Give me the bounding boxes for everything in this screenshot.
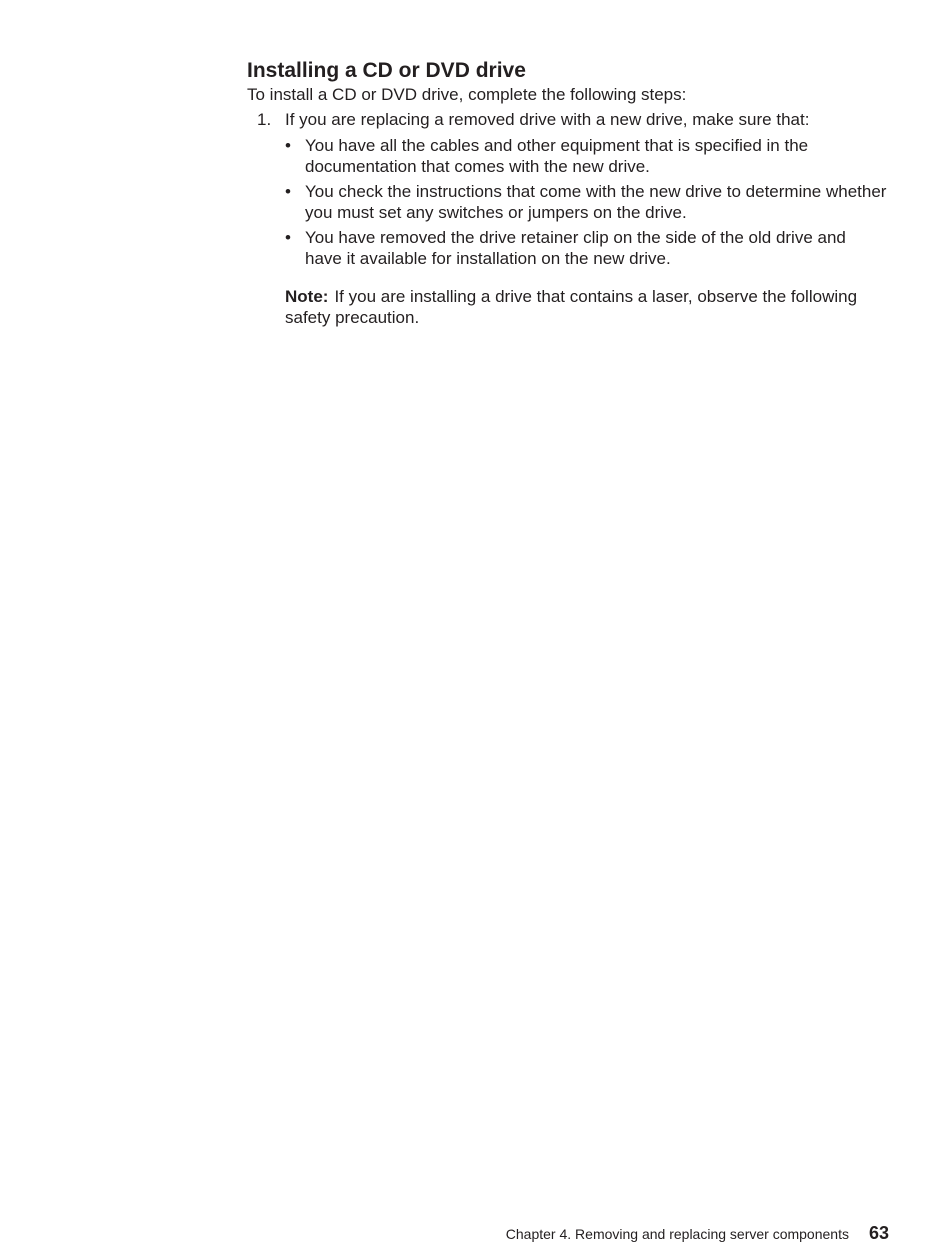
list-item bbox=[285, 227, 887, 269]
bullet-icon: • bbox=[285, 182, 291, 201]
bullet-icon: • bbox=[285, 228, 291, 247]
note bbox=[285, 286, 887, 328]
list-item bbox=[285, 135, 887, 177]
bullet-text: You have removed the drive retainer clip on the side of the old drive and have it available for installation on the new drive. bbox=[305, 228, 846, 268]
step-text: If you are replacing a removed drive with a new drive, make sure that: bbox=[285, 110, 810, 129]
page-content bbox=[247, 58, 887, 328]
bullet-text: You have all the cables and other equipment that is specified in the documentation that comes with the new drive. bbox=[305, 136, 809, 176]
intro-text: To install a CD or DVD drive, complete the following steps: bbox=[247, 85, 687, 104]
bullet-icon: • bbox=[285, 136, 291, 155]
note-label: Note: bbox=[285, 287, 329, 306]
list-item bbox=[285, 181, 887, 223]
footer-chapter-title: Chapter 4. Removing and replacing server components bbox=[505, 1226, 849, 1242]
page-footer bbox=[506, 1223, 889, 1244]
step-number: 1. bbox=[257, 110, 272, 129]
step-1 bbox=[247, 109, 887, 328]
section-title: Installing a CD or DVD drive bbox=[247, 59, 526, 82]
bullet-list bbox=[285, 135, 887, 269]
bullet-text: You check the instructions that come with the new drive to determine whether you must set any switches or jumpers on the drive. bbox=[305, 182, 887, 222]
page-number: 63 bbox=[868, 1223, 889, 1243]
note-text: If you are installing a drive that contains a laser, observe the following safety precaution. bbox=[285, 287, 858, 327]
